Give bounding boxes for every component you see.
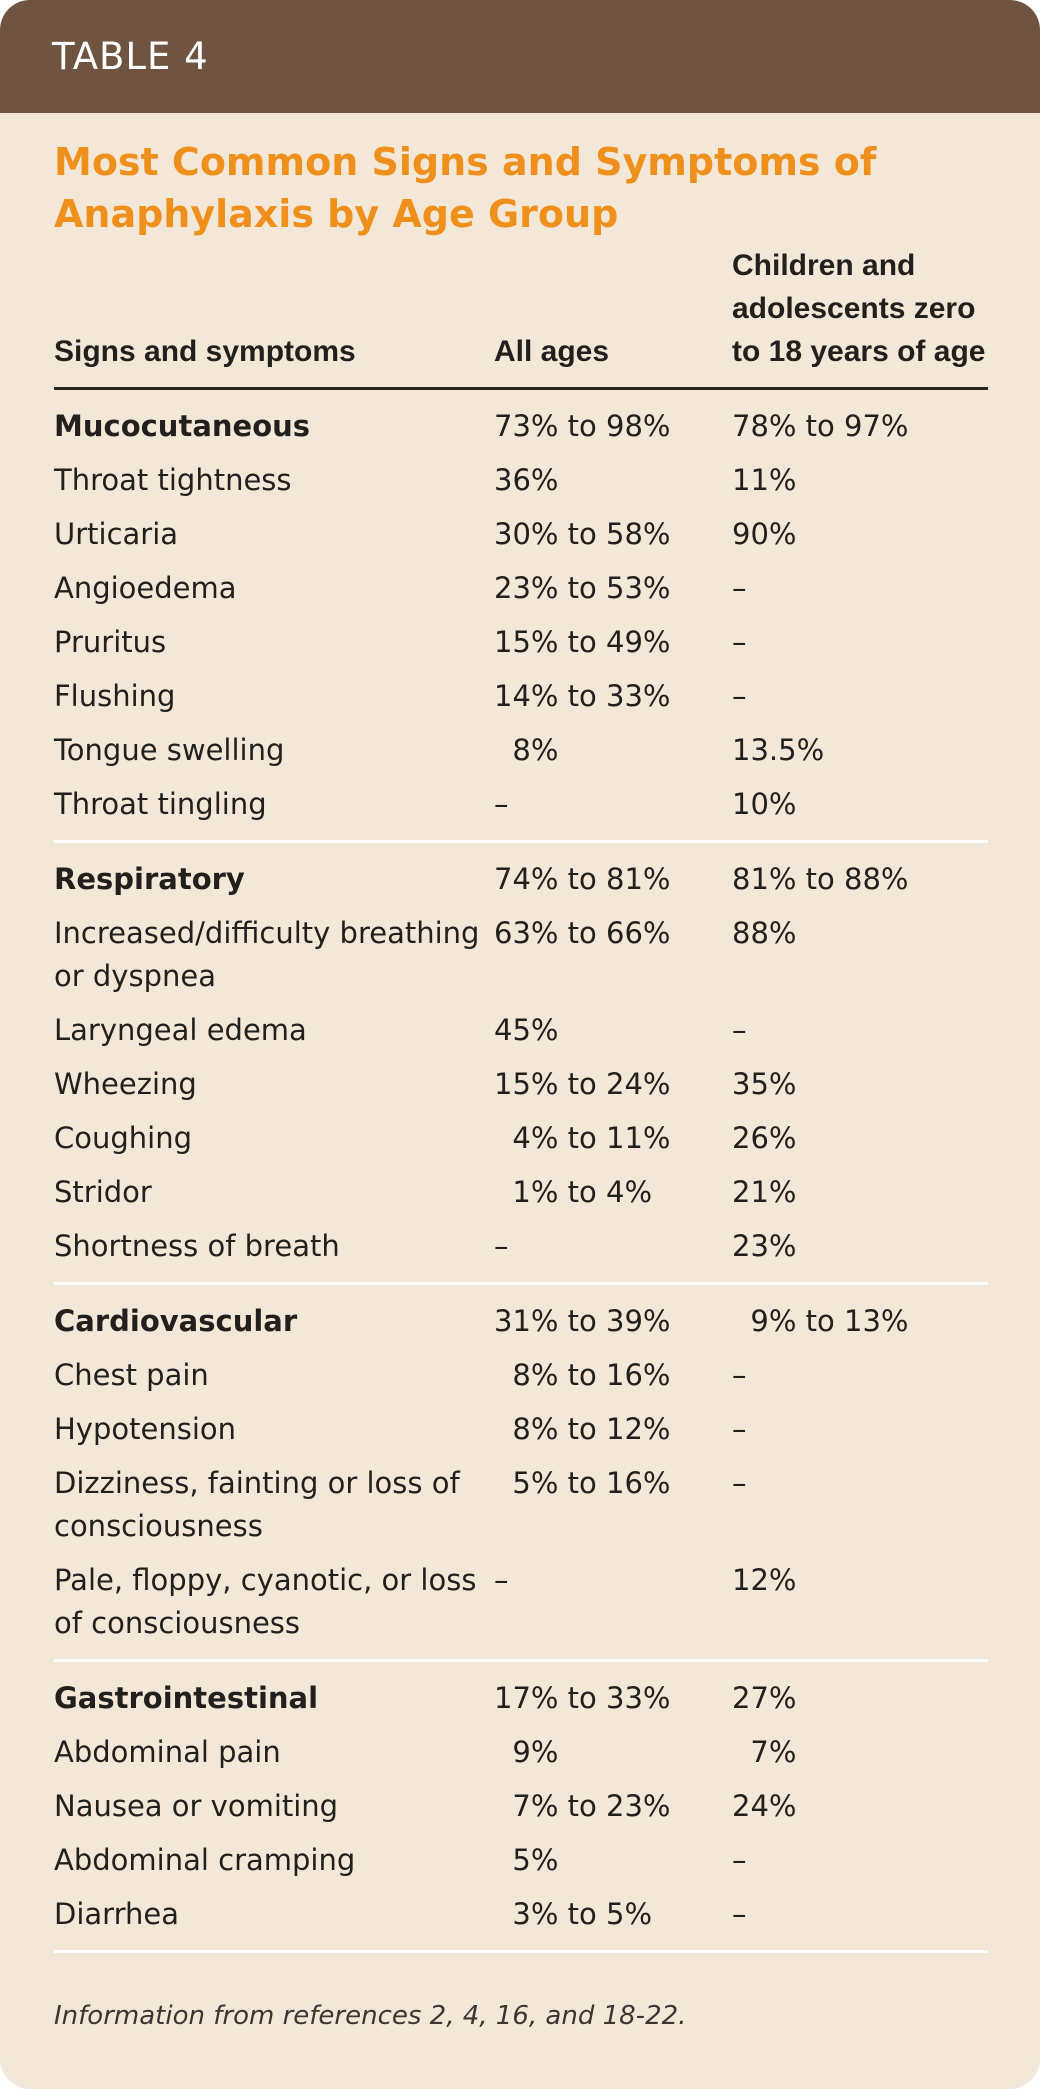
row-label: Coughing [54,1121,193,1155]
table-row [54,1349,988,1403]
all-ages-value: 17% to 33% [494,1681,671,1715]
all-ages-value: 4% to 11% [494,1121,671,1155]
row-label: Tongue swelling [54,733,285,767]
all-ages-value: 5% [494,1843,559,1877]
row-label: Abdominal cramping [54,1843,356,1877]
all-ages-value: 74% to 81% [494,862,671,896]
table-section [54,843,988,1285]
row-label: Chest pain [54,1358,209,1392]
table-row [54,1004,988,1058]
all-ages-value: 30% to 58% [494,517,671,551]
table-title: Most Common Signs and Symptoms of Anaphylaxis by Age Group [54,140,877,236]
children-value: 7% [732,1735,797,1769]
row-label: Dizziness, fainting or loss of consciousness [54,1466,460,1543]
children-value: – [732,679,747,713]
row-label: Laryngeal edema [54,1013,307,1047]
children-value: – [732,1843,747,1877]
row-label: Abdominal pain [54,1735,281,1769]
all-ages-value: – [494,1229,509,1263]
all-ages-value: 73% to 98% [494,409,671,443]
children-value: – [732,571,747,605]
column-header-row [54,249,988,390]
row-label: Pruritus [54,625,167,659]
row-label: Cardiovascular [54,1304,298,1338]
children-value: 11% [732,463,797,497]
children-value: 12% [732,1563,797,1597]
table-row [54,1554,988,1651]
all-ages-value: 15% to 24% [494,1067,671,1101]
children-value: 78% to 97% [732,409,909,443]
all-ages-value: – [494,787,509,821]
table-row [54,724,988,778]
children-value: 90% [732,517,797,551]
table-row [54,1834,988,1888]
column-header-signs: Signs and symptoms [54,335,356,368]
symptoms-table [54,249,988,1953]
table-header-bar [0,0,1040,113]
children-value: – [732,1466,747,1500]
section-heading-row [54,1295,988,1349]
table-row [54,1780,988,1834]
all-ages-value: 1% to 4% [494,1175,652,1209]
table-row [54,562,988,616]
table-row [54,508,988,562]
children-value: 27% [732,1681,797,1715]
children-value: 21% [732,1175,797,1209]
table-section [54,1285,988,1662]
all-ages-value: 8% to 16% [494,1358,671,1392]
children-value: 35% [732,1067,797,1101]
table-row [54,778,988,832]
table-body [54,390,988,1953]
all-ages-value: 23% to 53% [494,571,671,605]
children-value: – [732,625,747,659]
column-header-children: Children and adolescents zero to 18 years of age [732,249,986,368]
table-row [54,616,988,670]
section-heading-row [54,1672,988,1726]
row-label: Gastrointestinal [54,1681,319,1715]
row-label: Shortness of breath [54,1229,340,1263]
row-label: Mucocutaneous [54,409,311,443]
table-row [54,1888,988,1942]
table-row [54,1166,988,1220]
children-value: 13.5% [732,733,825,767]
children-value: – [732,1013,747,1047]
row-label: Diarrhea [54,1897,179,1931]
table-row [54,1726,988,1780]
row-label: Nausea or vomiting [54,1789,339,1823]
table-row [54,1058,988,1112]
all-ages-value: – [494,1563,509,1597]
all-ages-value: 31% to 39% [494,1304,671,1338]
table-row [54,670,988,724]
all-ages-value: 5% to 16% [494,1466,671,1500]
table-row [54,1403,988,1457]
row-label: Wheezing [54,1067,197,1101]
children-value: 23% [732,1229,797,1263]
row-label: Respiratory [54,862,245,896]
table-row [54,907,988,1004]
table-row [54,454,988,508]
all-ages-value: 3% to 5% [494,1897,652,1931]
row-label: Hypotension [54,1412,237,1446]
children-value: 24% [732,1789,797,1823]
section-heading-row [54,400,988,454]
all-ages-value: 9% [494,1735,559,1769]
children-value: – [732,1897,747,1931]
column-header-all-ages: All ages [494,335,610,368]
row-label: Pale, floppy, cyanotic, or loss of consciousness [54,1563,477,1640]
footnote: Information from references 2, 4, 16, and 18-22. [54,2001,687,2031]
row-label: Angioedema [54,571,237,605]
table-row [54,1112,988,1166]
all-ages-value: 7% to 23% [494,1789,671,1823]
all-ages-value: 15% to 49% [494,625,671,659]
children-value: 9% to 13% [732,1304,909,1338]
row-label: Flushing [54,679,176,713]
table-number-label: TABLE 4 [52,35,209,78]
table-row [54,1457,988,1554]
row-label: Stridor [54,1175,152,1209]
all-ages-value: 14% to 33% [494,679,671,713]
all-ages-value: 36% [494,463,559,497]
children-value: – [732,1412,747,1446]
row-label: Urticaria [54,517,179,551]
section-heading-row [54,853,988,907]
children-value: 26% [732,1121,797,1155]
children-value: 81% to 88% [732,862,909,896]
row-label: Increased/difficulty breathing or dyspnea [54,916,480,993]
row-label: Throat tingling [54,787,267,821]
all-ages-value: 63% to 66% [494,916,671,950]
table-row [54,1220,988,1274]
all-ages-value: 8% [494,733,559,767]
row-label: Throat tightness [54,463,292,497]
children-value: – [732,1358,747,1392]
all-ages-value: 45% [494,1013,559,1047]
children-value: 88% [732,916,797,950]
all-ages-value: 8% to 12% [494,1412,671,1446]
children-value: 10% [732,787,797,821]
table-section [54,390,988,843]
table-section [54,1662,988,1953]
